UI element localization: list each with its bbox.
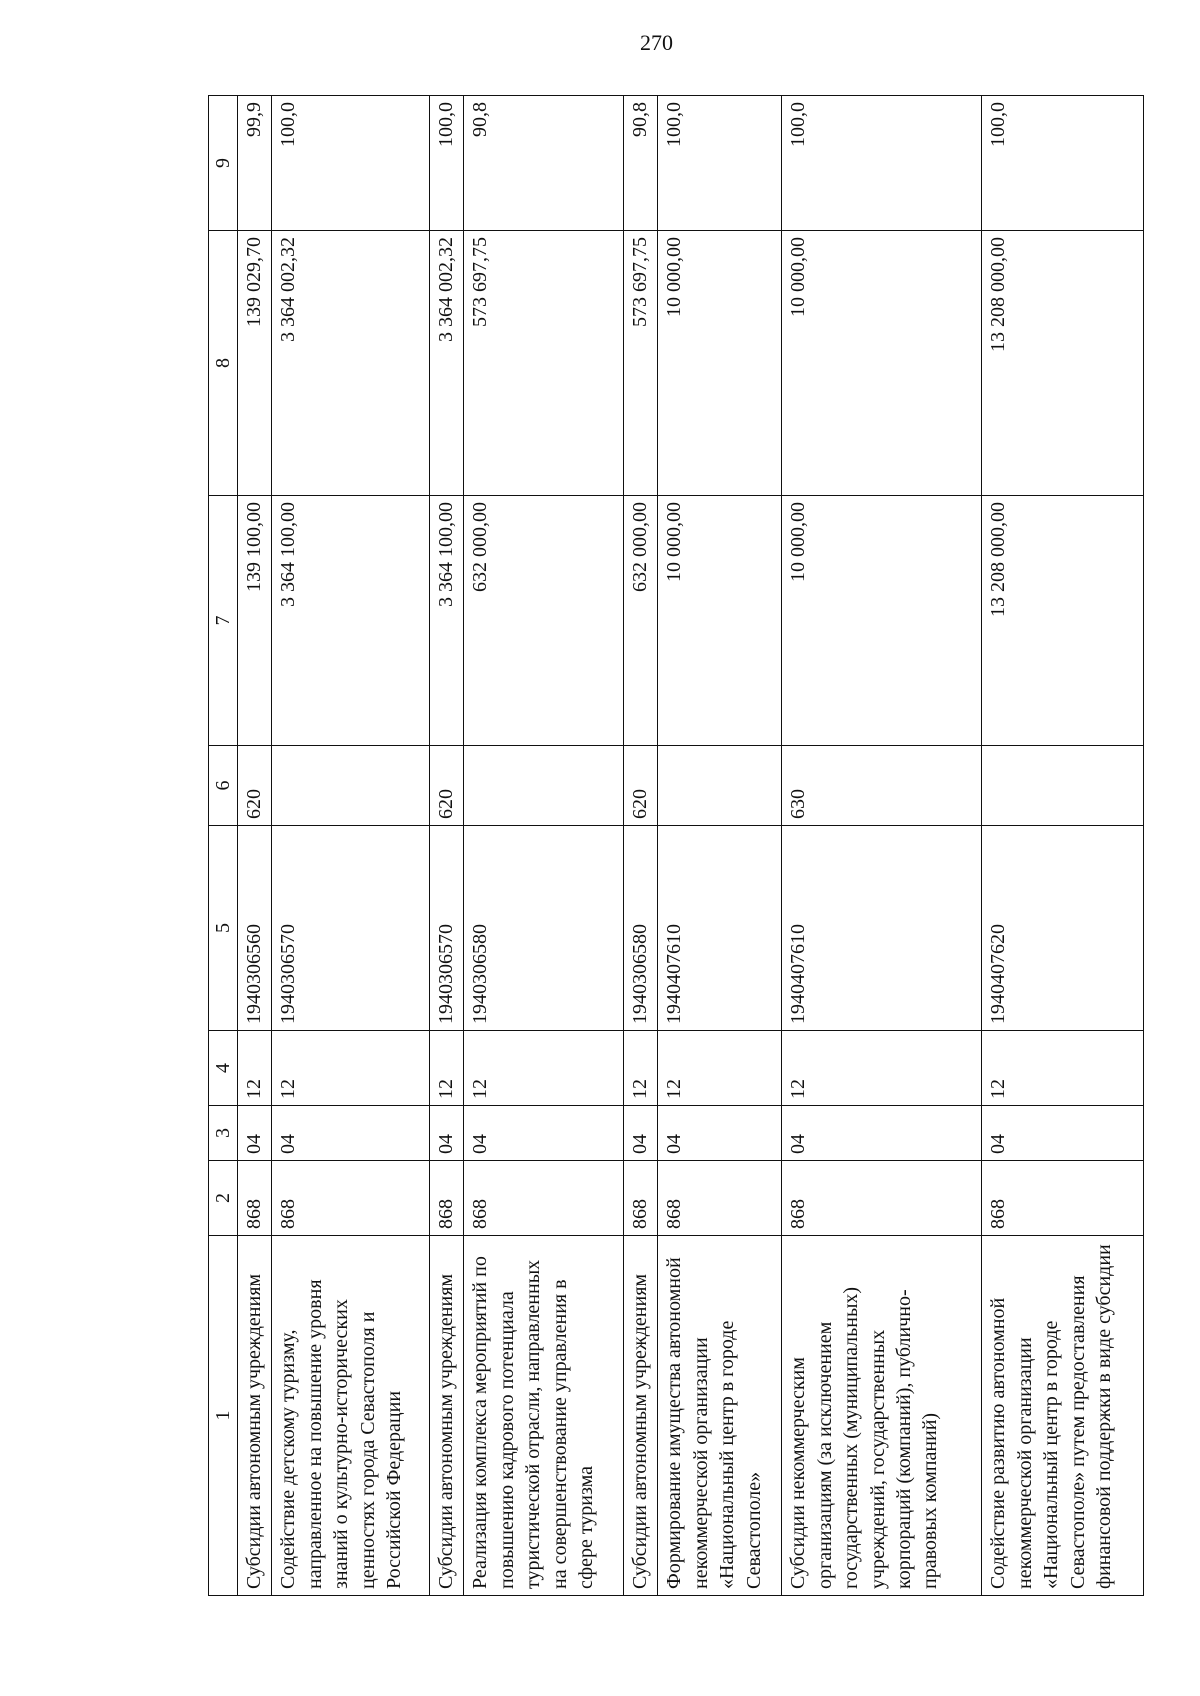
row-value-8: 3 364 002,32 [430,231,464,496]
row-code-4: 12 [272,1031,430,1106]
row-value-7: 3 364 100,00 [430,496,464,746]
row-code-3: 04 [658,1106,782,1161]
row-code-4: 12 [624,1031,658,1106]
row-code-2: 868 [782,1161,982,1236]
row-value-7: 10 000,00 [782,496,982,746]
row-code-5: 1940306580 [464,826,624,1031]
table-row [272,96,430,1596]
row-value-8: 573 697,75 [464,231,624,496]
row-code-2: 868 [272,1161,430,1236]
row-value-7: 13 208 000,00 [982,496,1144,746]
row-value-8: 573 697,75 [624,231,658,496]
table-row [238,96,272,1596]
row-value-9: 100,0 [658,96,782,231]
row-description: Субсидии автономным учреждениям [624,1236,658,1596]
row-value-8: 10 000,00 [658,231,782,496]
row-value-7: 139 100,00 [238,496,272,746]
row-description: Формирование имущества автономной некоммерческой организации «Национальный центр в городе Севастополе» [658,1236,782,1596]
row-code-3: 04 [464,1106,624,1161]
table-row [430,96,464,1596]
row-code-5: 1940407610 [658,826,782,1031]
row-value-9: 100,0 [272,96,430,231]
row-value-8: 10 000,00 [782,231,982,496]
row-code-3: 04 [272,1106,430,1161]
column-header: 6 [209,746,238,826]
row-value-9: 100,0 [430,96,464,231]
row-description: Содействие развитию автономной некоммерческой организации «Национальный центр в городе Севастополе» путем предоставления финансовой поддержки в виде субсидии [982,1236,1144,1596]
row-code-5: 1940407610 [782,826,982,1031]
row-code-2: 868 [464,1161,624,1236]
page-number: 270 [640,30,673,55]
column-header: 8 [209,231,238,496]
row-code-6: 630 [782,746,982,826]
row-code-4: 12 [782,1031,982,1106]
table-row [658,96,782,1596]
row-description: Реализация комплекса мероприятий по повышению кадрового потенциала туристической отрасли, направленных на совершенствование управления в сфере туризма [464,1236,624,1596]
row-code-5: 1940306570 [272,826,430,1031]
column-header: 4 [209,1031,238,1106]
row-code-3: 04 [782,1106,982,1161]
row-code-5: 1940306570 [430,826,464,1031]
column-header: 3 [209,1106,238,1161]
table-row [782,96,982,1596]
rotated-table-container [208,96,1115,1596]
header-row [209,96,238,1596]
column-header: 7 [209,496,238,746]
row-description: Содействие детскому туризму, направленное на повышение уровня знаний о культурно-исторических ценностях города Севастополя и Российской Федерации [272,1236,430,1596]
row-code-2: 868 [238,1161,272,1236]
row-code-4: 12 [430,1031,464,1106]
row-code-2: 868 [658,1161,782,1236]
row-value-8: 3 364 002,32 [272,231,430,496]
row-code-2: 868 [430,1161,464,1236]
row-code-4: 12 [464,1031,624,1106]
row-code-5: 1940306560 [238,826,272,1031]
row-code-6: 620 [238,746,272,826]
row-description: Субсидии некоммерческим организациям (за исключением государственных (муниципальных) учреждений, государственных корпораций (компаний), публично-правовых компаний) [782,1236,982,1596]
row-value-7: 632 000,00 [624,496,658,746]
row-code-6 [272,746,430,826]
row-code-3: 04 [982,1106,1144,1161]
row-code-5: 1940407620 [982,826,1144,1031]
row-code-6 [658,746,782,826]
table-row [982,96,1144,1596]
row-code-2: 868 [982,1161,1144,1236]
row-value-7: 3 364 100,00 [272,496,430,746]
row-code-2: 868 [624,1161,658,1236]
column-header: 1 [209,1236,238,1596]
row-value-8: 139 029,70 [238,231,272,496]
column-header: 5 [209,826,238,1031]
row-value-7: 10 000,00 [658,496,782,746]
row-code-6 [982,746,1144,826]
row-code-4: 12 [238,1031,272,1106]
row-code-4: 12 [658,1031,782,1106]
table-row [624,96,658,1596]
column-header: 9 [209,96,238,231]
row-code-3: 04 [624,1106,658,1161]
row-value-8: 13 208 000,00 [982,231,1144,496]
table-row [464,96,624,1596]
row-code-5: 1940306580 [624,826,658,1031]
row-code-6: 620 [430,746,464,826]
row-value-7: 632 000,00 [464,496,624,746]
row-code-6: 620 [624,746,658,826]
row-description: Субсидии автономным учреждениям [430,1236,464,1596]
row-value-9: 90,8 [624,96,658,231]
row-code-3: 04 [238,1106,272,1161]
column-header: 2 [209,1161,238,1236]
row-description: Субсидии автономным учреждениям [238,1236,272,1596]
row-value-9: 90,8 [464,96,624,231]
row-code-6 [464,746,624,826]
row-value-9: 99,9 [238,96,272,231]
row-value-9: 100,0 [782,96,982,231]
budget-table [208,95,1144,1596]
table-body [209,96,1144,1596]
row-code-4: 12 [982,1031,1144,1106]
row-value-9: 100,0 [982,96,1144,231]
row-code-3: 04 [430,1106,464,1161]
